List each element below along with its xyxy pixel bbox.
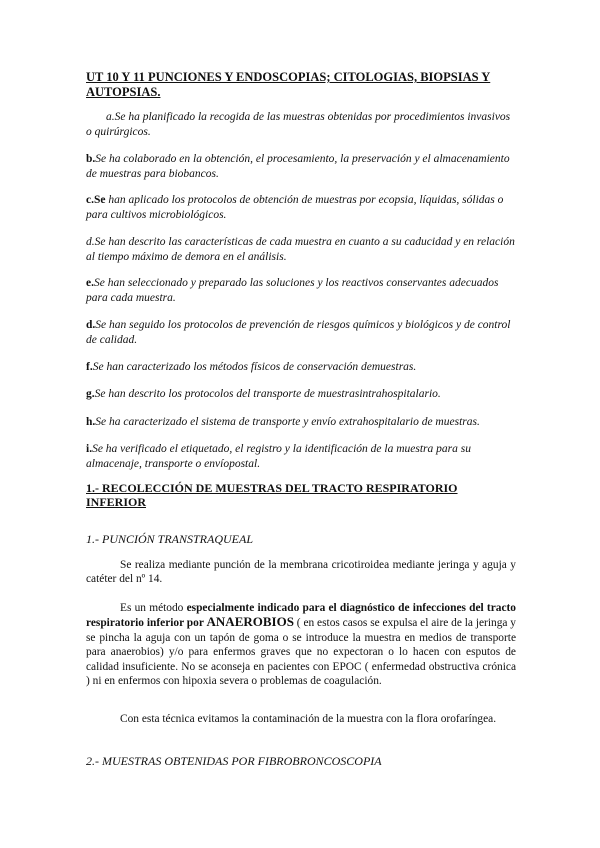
criterion-a xyxy=(86,110,516,139)
criterion-f xyxy=(86,360,516,375)
criterion-letter: h. xyxy=(86,416,96,428)
criterion-text: Se ha caracterizado el sistema de transporte y envío extrahospitalario de muestras. xyxy=(95,416,480,428)
criterion-letter: d. xyxy=(86,319,96,331)
criterion-letter: a. xyxy=(106,111,115,123)
criterion-text: Se han seguido los protocolos de prevención de riesgos químicos y biológicos y de control de calidad. xyxy=(86,319,511,346)
criterion-letter: f. xyxy=(86,361,93,373)
criterion-letter: b. xyxy=(86,153,96,165)
criterion-text: Se han descrito los protocolos del transporte de muestrasintrahospitalario. xyxy=(94,388,441,400)
criterion-text: Se ha planificado la recogida de las muestras obtenidas por procedimientos invasivos o quirúrgicos. xyxy=(86,111,511,138)
paragraph-text: Es un método xyxy=(120,602,187,614)
criterion-text: Se ha verificado el etiquetado, el registro y la identificación de la muestra para su almacenaje, transporte o envíopostal. xyxy=(86,443,471,470)
paragraph-bold-text: especialmente indicado para el diagnóstico de infecciones del tracto respiratorio inferior por ANAEROBIOS xyxy=(86,602,516,630)
criterion-letter: g. xyxy=(86,388,95,400)
criterion-letter: i. xyxy=(86,443,93,455)
criterion-letter: c.Se xyxy=(86,194,106,206)
paragraph-text: ( en estos casos se expulsa el aire de la jeringa y se pincha la aguja con un tapón de goma o se introduce la muestra en medios de transporte para anaerobios) y/o para enfermos graves que no expectoran o lo hacen con esputos de calidad insuficiente. No se aconseja en pacientes con EPOC ( enfermedad obstructiva crónica ) ni en enfermos con hipoxia severa o problemas de coagulación. xyxy=(86,617,516,688)
criterion-i xyxy=(86,442,516,471)
paragraph: Con esta técnica evitamos la contaminación de la muestra con la flora orofaríngea. xyxy=(120,713,497,725)
paragraph: Se realiza mediante punción de la membrana cricotiroidea mediante jeringa y aguja y catéter del nº 14. xyxy=(86,559,516,586)
criterion-d2 xyxy=(86,318,516,347)
subsection-heading: 2.- MUESTRAS OBTENIDAS POR FIBROBRONCOSCOPIA xyxy=(86,754,382,768)
criterion-letter: e. xyxy=(86,277,94,289)
criterion-h xyxy=(86,415,516,430)
document-title: UT 10 Y 11 PUNCIONES Y ENDOSCOPIAS; CITOLOGIAS, BIOPSIAS Y AUTOPSIAS. xyxy=(86,70,491,99)
criterion-c xyxy=(86,193,516,222)
criterion-b xyxy=(86,152,516,181)
section-heading: 1.- RECOLECCIÓN DE MUESTRAS DEL TRACTO RESPIRATORIO INFERIOR xyxy=(86,481,458,509)
criterion-g xyxy=(86,387,516,402)
criterion-e xyxy=(86,276,516,305)
criterion-letter: d. xyxy=(86,236,95,248)
paragraph xyxy=(86,601,516,688)
subsection-heading: 1.- PUNCIÓN TRANSTRAQUEAL xyxy=(86,532,254,546)
criterion-text: Se han seleccionado y preparado las soluciones y los reactivos conservantes adecuados para cada muestra. xyxy=(86,277,499,304)
criterion-text: han aplicado los protocolos de obtención de muestras por ecopsia, líquidas, sólidas o para cultivos microbiológicos. xyxy=(86,194,504,221)
criterion-text: Se ha colaborado en la obtención, el procesamiento, la preservación y el almacenamiento de muestras para biobancos. xyxy=(86,153,510,180)
criterion-text: Se han caracterizado los métodos físicos de conservación demuestras. xyxy=(92,361,417,373)
criterion-d1 xyxy=(86,235,516,264)
criterion-text: Se han descrito las características de cada muestra en cuanto a su caducidad y en relación al tiempo máximo de demora en el análisis. xyxy=(86,236,515,263)
